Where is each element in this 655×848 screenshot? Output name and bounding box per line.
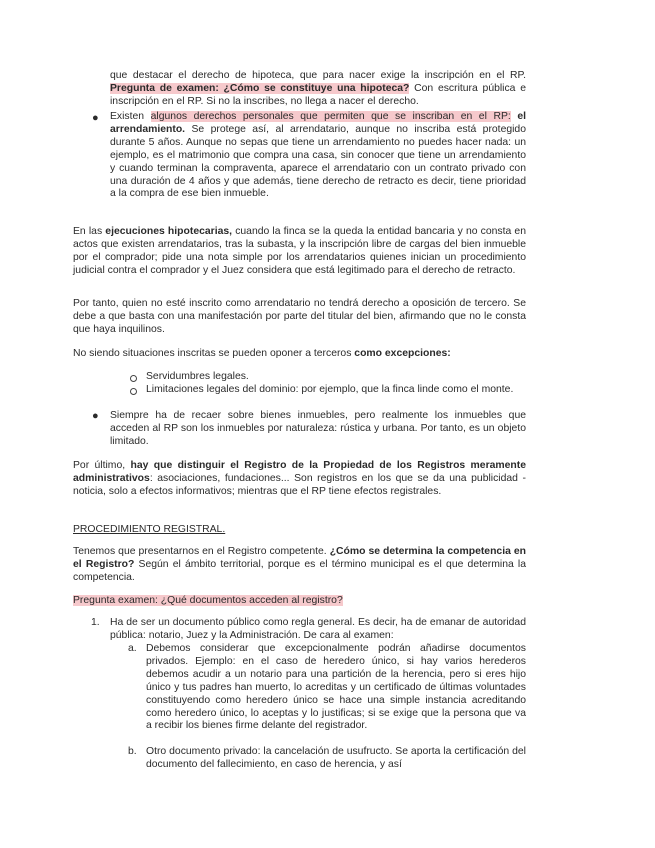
text-rest: Se protege así, al arrendatario, aunque no inscriba está protegido durante 5 años. Aunque no sepas que tiene un arrendamiento no puedes hacer nada: un ejemplo, es el matrimonio que compra una casa, sin conocer que tiene un arrendamiento y cuando terminan la compraventa, aparece el arrendatario con un contrato privado con una duración de 4 años y que además, tiene derecho de retracto es decir, tiene prioridad a la compra de ese bien inmueble. xyxy=(110,123,526,200)
text-line: que destacar el derecho de hipoteca, que para nacer exige la inscripción en el xyxy=(110,70,505,81)
bold-competencia: ¿Cómo se determina la competencia en el Registro? xyxy=(73,546,527,570)
section-heading: PROCEDIMIENTO REGISTRAL. xyxy=(73,524,226,535)
circle-bullet-icon xyxy=(130,388,137,395)
list-item-documento-publico: Ha de ser un documento público como regla general. Es decir, ha de emanar de autoridad pública: notario, Juez y la Administración. De cara al examen: xyxy=(110,617,526,641)
bold-ejecuciones: ejecuciones hipotecarias, xyxy=(105,226,233,237)
highlight-derechos: algunos derechos personales que permiten que se inscriban en el RP: xyxy=(150,111,511,122)
paragraph-ejecuciones xyxy=(73,226,526,278)
list-item-usufructo: Otro documento privado: la cancelación de usufructo. Se aporta la certificación del documento del fallecimiento, en caso de herencia, y así xyxy=(146,746,526,770)
bullet-bienes-inmuebles: Siempre ha de recaer sobre bienes inmuebles, pero realmente los inmuebles que acceden al RP son los inmuebles por naturaleza: rústica y urbana. Por tanto, es un objeto limitado. xyxy=(110,410,526,447)
list-number: 1. xyxy=(91,617,100,628)
list-letter: b. xyxy=(128,746,137,757)
sub-item-servidumbres: Servidumbres legales. xyxy=(146,371,249,382)
bold-arrendamiento: el arrendamiento. xyxy=(110,111,527,135)
text-rest: : asociaciones, fundaciones... Son registros en los que se da una publicidad - noticia, solo a efectos informativos; mientras que el RP tiene efectos registrales. xyxy=(73,472,526,497)
bullet-arrendamiento xyxy=(110,111,526,201)
paragraph-excepciones xyxy=(73,348,526,361)
paragraph-hipoteca xyxy=(110,70,526,109)
paragraph-registro-competente xyxy=(73,546,526,585)
text-rest: cuando la finca se la queda la entidad bancaria y no consta en actos que existen arrendatarios, tras la subasta, y la inscripción libre de cargas del bien inmueble por el comprador; pide una nota simple por los arrendatarios quienes inician un procedimiento judicial contra el comprador y el Juez considera que está legitimado para el derecho de retracto. xyxy=(73,226,526,276)
bold-registros: hay que distinguir el Registro de la Propiedad de los Registros meramente administrativos xyxy=(73,460,526,484)
paragraph-por-tanto: Por tanto, quien no esté inscrito como arrendatario no tendrá derecho a oposición de tercero. Se debe a que basta con una manifestación por parte del titular del bien, afirmando que no le consta que haya inquilinos. xyxy=(73,298,526,335)
paragraph-registros xyxy=(73,460,526,499)
list-letter: a. xyxy=(128,643,137,654)
text-rest: Según el ámbito territorial, porque es el término municipal es el que determina la competencia. xyxy=(73,558,527,583)
sub-item-limitaciones: Limitaciones legales del dominio: por ejemplo, que la finca linde como el monte. xyxy=(146,384,514,395)
question-highlight: Pregunta examen: ¿Qué documentos acceden al registro? xyxy=(73,595,343,606)
list-item-documentos-privados: Debemos considerar que excepcionalmente podrán añadirse documentos privados. Ejemplo: en el caso de heredero único, si hay varios herederos debemos acudir a un notario para una partición de la herencia, pero si eres hijo único y tus padres han muerto, lo acreditas y un certificado de últimas voluntades constituyendo como heredero único se hace una simple instancia acreditando como heredero único, lo aceptas y lo justificas; si se exige que la persona que va a recibir los bienes firme delante del registrador. xyxy=(146,643,526,732)
circle-bullet-icon xyxy=(130,375,137,382)
bullet-icon: ● xyxy=(92,410,99,422)
text-lead: Por último, xyxy=(73,460,126,471)
exam-question-documentos xyxy=(73,595,526,608)
exam-question-highlight: Pregunta de examen: ¿Cómo se constituye una hipoteca? xyxy=(110,82,410,94)
text-lead: En las xyxy=(73,226,103,237)
bold-excepciones: como excepciones: xyxy=(354,348,451,359)
text-lead: Tenemos que presentarnos en el Registro competente. xyxy=(73,546,327,557)
bullet-icon: ● xyxy=(92,112,99,124)
text-rp: RP. xyxy=(510,70,527,81)
text-lead: No siendo situaciones inscritas se pueden oponer a terceros xyxy=(73,348,352,359)
text-lead: Existen xyxy=(110,111,145,122)
text-rest: Con escritura pública e inscripción en el RP. Si no la inscribes, no llega a nacer el derecho. xyxy=(110,82,526,107)
